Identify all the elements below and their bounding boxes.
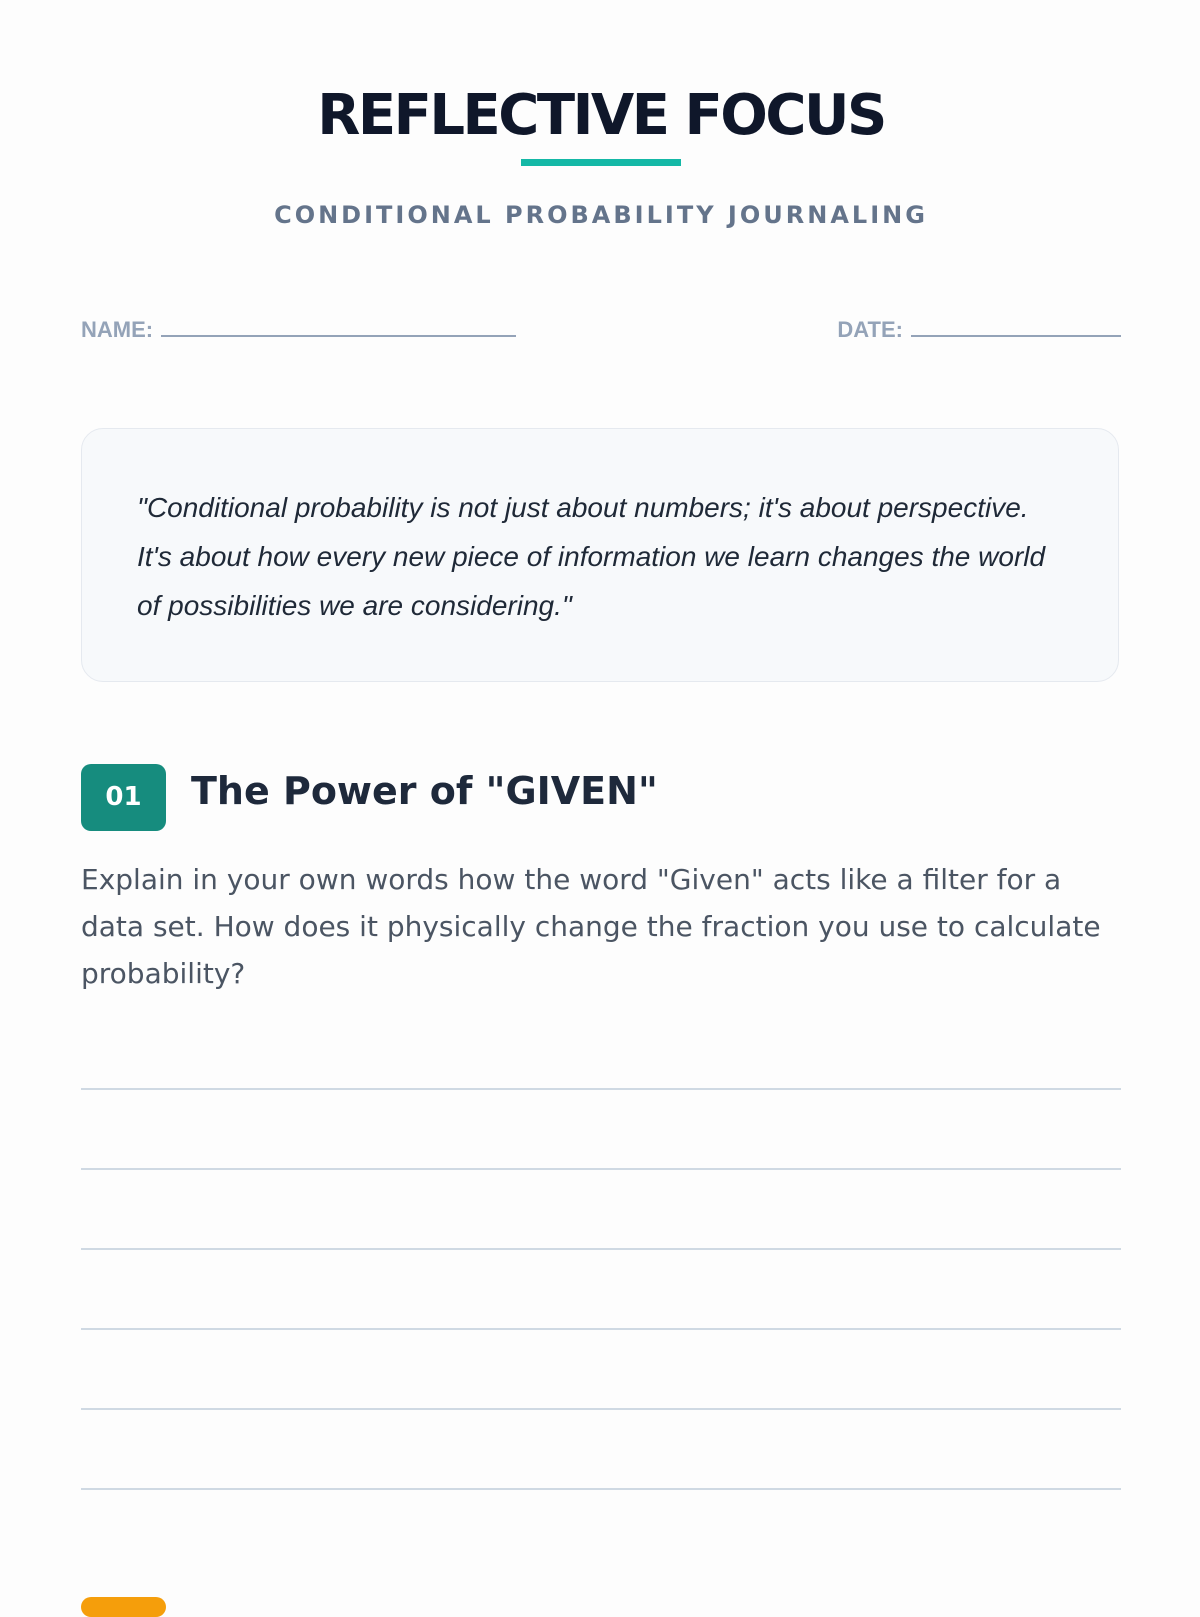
next-question-badge [81,1597,166,1617]
title-underline-accent [521,159,681,166]
name-field[interactable] [81,316,516,344]
question-title: The Power of "GIVEN" [191,769,658,813]
date-blank-line[interactable] [911,334,1121,337]
worksheet-page [81,0,1121,1600]
name-blank-line[interactable] [161,334,516,337]
date-field[interactable] [837,316,1121,344]
question-prompt: Explain in your own words how the word "Given" acts like a filter for a data set. How does it physically change the fraction you use to calculate probability? [81,863,1101,990]
answer-line[interactable] [81,1248,1121,1250]
answer-line[interactable] [81,1328,1121,1330]
page-subtitle: CONDITIONAL PROBABILITY JOURNALING [274,201,928,229]
question-number-badge: 01 [81,764,166,831]
answer-line[interactable] [81,1168,1121,1170]
answer-line[interactable] [81,1488,1121,1490]
date-label: DATE: [837,317,903,342]
answer-line[interactable] [81,1088,1121,1090]
quote-text: "Conditional probability is not just about numbers; it's about perspective. It's about how every new piece of information we learn changes the world of possibilities we are considering." [137,492,1046,621]
answer-line[interactable] [81,1408,1121,1410]
page-title: REFLECTIVE FOCUS [317,83,885,148]
name-label: NAME: [81,317,154,342]
quote-box [81,428,1119,682]
